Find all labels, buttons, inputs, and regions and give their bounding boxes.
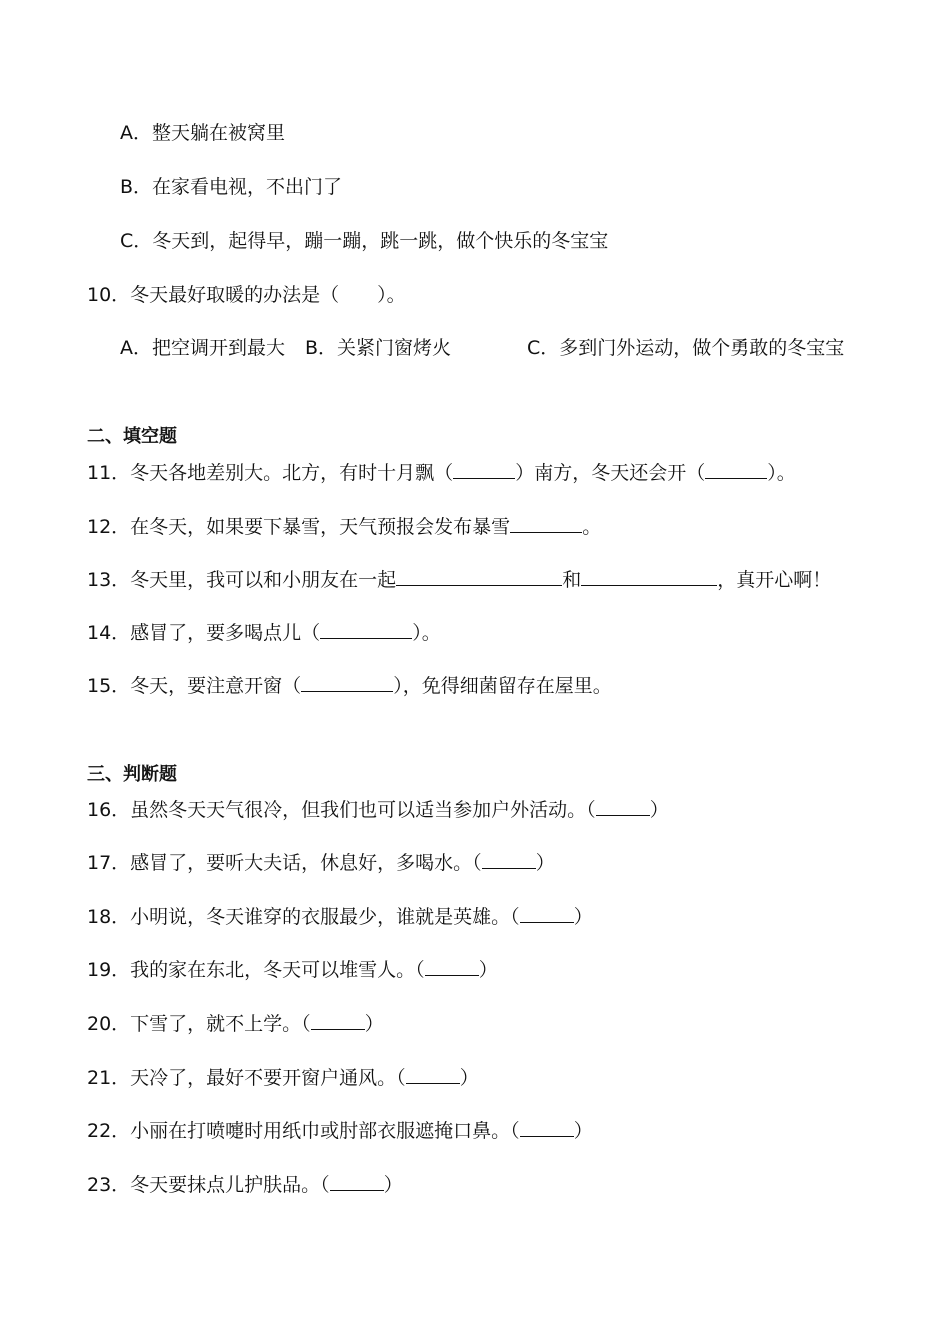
q11 (87, 460, 796, 486)
q18-close: ） (573, 906, 593, 928)
q14-text-2: ）。 (412, 622, 441, 644)
q17 (87, 850, 555, 876)
q18-answer-blank[interactable] (520, 904, 574, 923)
q23-text: 23．冬天要抹点儿护肤品。（ (87, 1174, 330, 1196)
q16-answer-blank[interactable] (596, 797, 650, 816)
q22 (87, 1118, 593, 1144)
q18-text: 18．小明说，冬天谁穿的衣服最少，谁就是英雄。（ (87, 906, 520, 928)
q23-answer-blank[interactable] (330, 1172, 384, 1191)
q18 (87, 904, 593, 930)
q19-close: ） (478, 959, 498, 981)
q23-close: ） (383, 1174, 403, 1196)
q12-text-2: 。 (582, 516, 602, 538)
q10-option-b: B．关紧门窗烤火 (305, 337, 452, 359)
q19-text: 19．我的家在东北，冬天可以堆雪人。（ (87, 959, 425, 981)
q13 (87, 567, 831, 593)
q11-blank-2[interactable] (705, 460, 767, 479)
q13-text-2: 和 (562, 569, 582, 591)
q12-blank[interactable] (510, 514, 582, 533)
q14-blank[interactable] (320, 620, 412, 639)
q9-option-a: A．整天躺在被窝里 (120, 122, 285, 144)
q13-text-3: ，真开心啊！ (717, 569, 832, 591)
q15 (87, 673, 612, 699)
q10-option-c: C．多到门外运动，做个勇敢的冬宝宝 (527, 337, 845, 359)
q22-answer-blank[interactable] (520, 1118, 574, 1137)
q21-text: 21．天冷了，最好不要开窗户通风。（ (87, 1067, 406, 1089)
q12-text-1: 12．在冬天，如果要下暴雪，天气预报会发布暴雪 (87, 516, 511, 538)
q14 (87, 620, 441, 646)
q9-option-c: C．冬天到，起得早，蹦一蹦，跳一跳，做个快乐的冬宝宝 (120, 230, 609, 252)
q20 (87, 1011, 384, 1037)
q15-text-1: 15．冬天，要注意开窗（ (87, 675, 302, 697)
q12 (87, 514, 601, 540)
q17-close: ） (535, 852, 555, 874)
q21-answer-blank[interactable] (406, 1065, 460, 1084)
q11-blank-1[interactable] (453, 460, 515, 479)
section-heading-true-false: 三、判断题 (87, 764, 177, 785)
q11-text-2: ）南方，冬天还会开（ (515, 462, 706, 484)
q19 (87, 957, 498, 983)
q10-stem: 10．冬天最好取暖的办法是（ ）。 (87, 284, 406, 306)
q10-option-a: A．把空调开到最大 (120, 337, 285, 359)
q20-answer-blank[interactable] (311, 1011, 365, 1030)
q20-close: ） (364, 1013, 384, 1035)
q19-answer-blank[interactable] (425, 957, 479, 976)
q11-text-1: 11．冬天各地差别大。北方，有时十月飘（ (87, 462, 454, 484)
q16-close: ） (649, 799, 669, 821)
q13-blank-2[interactable] (581, 567, 717, 586)
section-heading-fill-blank: 二、填空题 (87, 426, 177, 447)
q13-text-1: 13．冬天里，我可以和小朋友在一起 (87, 569, 397, 591)
q9-option-b: B．在家看电视，不出门了 (120, 176, 343, 198)
q20-text: 20．下雪了，就不上学。（ (87, 1013, 311, 1035)
q22-close: ） (573, 1120, 593, 1142)
q21-close: ） (459, 1067, 479, 1089)
q16 (87, 797, 669, 823)
q23 (87, 1172, 403, 1198)
q11-text-3: ）。 (767, 462, 796, 484)
q16-text: 16．虽然冬天天气很冷，但我们也可以适当参加户外活动。（ (87, 799, 596, 821)
q21 (87, 1065, 479, 1091)
q15-blank[interactable] (301, 673, 393, 692)
q15-text-2: ），免得细菌留存在屋里。 (393, 675, 612, 697)
q13-blank-1[interactable] (396, 567, 562, 586)
q22-text: 22．小丽在打喷嚏时用纸巾或肘部衣服遮掩口鼻。（ (87, 1120, 520, 1142)
q14-text-1: 14．感冒了，要多喝点儿（ (87, 622, 321, 644)
q17-text: 17．感冒了，要听大夫话，休息好，多喝水。（ (87, 852, 482, 874)
q17-answer-blank[interactable] (482, 850, 536, 869)
